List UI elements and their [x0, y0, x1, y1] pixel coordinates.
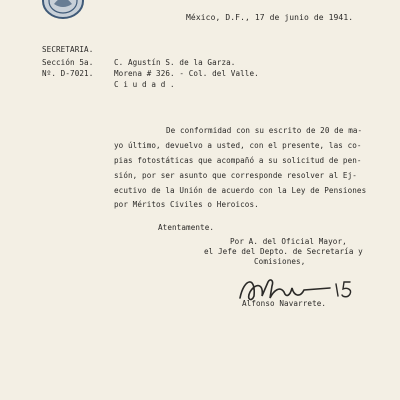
body-line: pias fotostáticas que acompañó a su solicitud de pen- [114, 155, 362, 165]
department-label: SECRETARIA. [42, 45, 94, 54]
body-line: De conformidad con su escrito de 20 de ma- [166, 126, 363, 135]
reference-number: Nº. D-7021. [42, 69, 94, 78]
signer-name: Alfonso Navarrete. [242, 299, 327, 308]
recipient-city: C i u d a d . [114, 80, 175, 89]
recipient-address: Morena # 326. - Col. del Valle. [114, 69, 259, 78]
closing: Atentamente. [158, 223, 215, 232]
signatory-line-3: Comisiones, [254, 257, 306, 266]
signatory-line-2: el Jefe del Depto. de Secretaría y [204, 247, 363, 256]
place-date: México, D.F., 17 de junio de 1941. [186, 13, 354, 22]
body-line: sión, por ser asunto que corresponde resolver al Ej- [114, 170, 357, 180]
body-line: por Méritos Civiles o Heroicos. [114, 200, 259, 210]
body-line: yo último, devuelvo a usted, con el presente, las co- [114, 140, 362, 150]
body-line: ecutivo de la Unión de acuerdo con la Ley de Pensiones [114, 185, 367, 195]
letter-body [114, 126, 374, 215]
section-label: Sección 5a. [42, 58, 94, 67]
official-seal-icon [40, 0, 86, 20]
signatory-line-1: Por A. del Oficial Mayor, [230, 237, 347, 246]
recipient-name: C. Agustín S. de la Garza. [114, 58, 236, 67]
